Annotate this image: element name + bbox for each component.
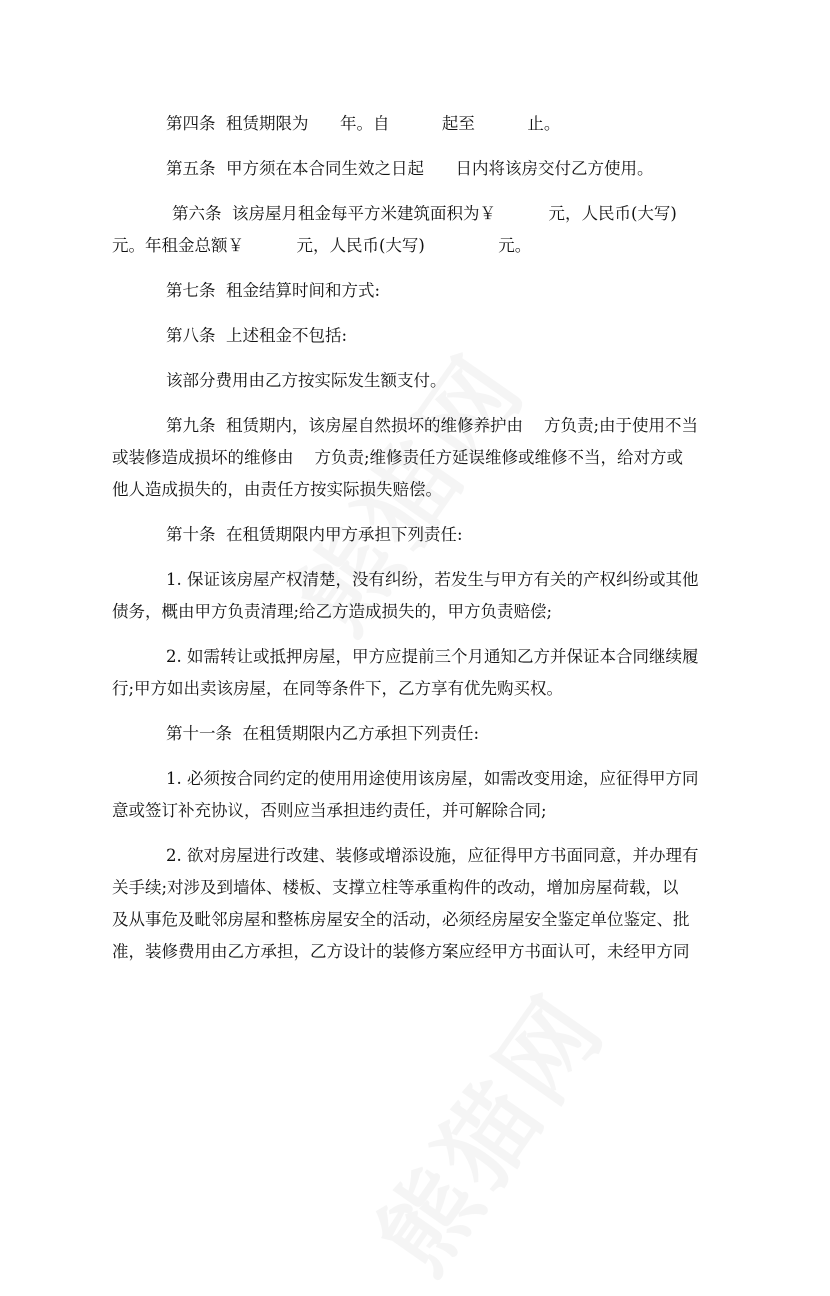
article-10-item-2 <box>112 641 716 705</box>
article-8-note <box>112 365 716 397</box>
text-line: 第七条 租金结算时间和方式: <box>166 281 381 300</box>
text-line: 或装修造成损坏的维修由 方负责;维修责任方延误维修或维修不当，给对方或 <box>112 448 684 467</box>
contract-body <box>112 108 716 981</box>
text-line: 第十一条 在租赁期限内乙方承担下列责任: <box>166 724 480 743</box>
text-line: 第六条 该房屋月租金每平方米建筑面积为￥ 元，人民币(大写) <box>172 204 677 223</box>
text-line: 2. 欲对房屋进行改建、装修或增添设施，应征得甲方书面同意，并办理有 <box>166 846 699 865</box>
text-line: 1. 必须按合同约定的使用用途使用该房屋，如需改变用途，应征得甲方同 <box>166 769 699 788</box>
article-10 <box>112 519 716 551</box>
article-11-item-1 <box>112 763 716 827</box>
text-line: 准，装修费用由乙方承担，乙方设计的装修方案应经甲方书面认可，未经甲方同 <box>112 942 690 961</box>
article-10-item-1 <box>112 564 716 628</box>
text-line: 及从事危及毗邻房屋和整栋房屋安全的活动，必须经房屋安全鉴定单位鉴定、批 <box>112 910 690 929</box>
article-6 <box>112 198 716 262</box>
text-line: 第八条 上述租金不包括: <box>166 326 348 345</box>
article-8 <box>112 320 716 352</box>
text-line: 第四条 租赁期限为 年。自 起至 止。 <box>166 114 561 133</box>
text-line: 第十条 在租赁期限内甲方承担下列责任: <box>166 525 463 544</box>
text-line: 关手续;对涉及到墙体、楼板、支撑立柱等承重构件的改动，增加房屋荷载，以 <box>112 878 679 897</box>
watermark <box>340 961 631 1295</box>
article-9 <box>112 410 716 506</box>
article-4 <box>112 108 716 140</box>
text-line: 2. 如需转让或抵押房屋，甲方应提前三个月通知乙方并保证本合同继续履 <box>166 647 699 666</box>
text-line: 他人造成损失的，由责任方按实际损失赔偿。 <box>112 480 442 499</box>
article-11-item-2 <box>112 840 716 968</box>
article-5 <box>112 153 716 185</box>
text-line: 该部分费用由乙方按实际发生额支付。 <box>166 371 447 390</box>
text-line: 第五条 甲方须在本合同生效之日起 日内将该房交付乙方使用。 <box>166 159 654 178</box>
text-line: 行;甲方如出卖该房屋，在同等条件下，乙方享有优先购买权。 <box>112 679 564 698</box>
text-line: 意或签订补充协议，否则应当承担违约责任，并可解除合同; <box>112 801 547 820</box>
text-line: 第九条 租赁期内，该房屋自然损坏的维修养护由 方负责;由于使用不当 <box>166 416 699 435</box>
text-line: 元。年租金总额￥ 元，人民币(大写) 元。 <box>112 236 532 255</box>
text-line: 1. 保证该房屋产权清楚，没有纠纷，若发生与甲方有关的产权纠纷或其他 <box>166 570 699 589</box>
text-line: 债务，概由甲方负责清理;给乙方造成损失的，甲方负责赔偿; <box>112 602 553 621</box>
article-7 <box>112 275 716 307</box>
article-11 <box>112 718 716 750</box>
